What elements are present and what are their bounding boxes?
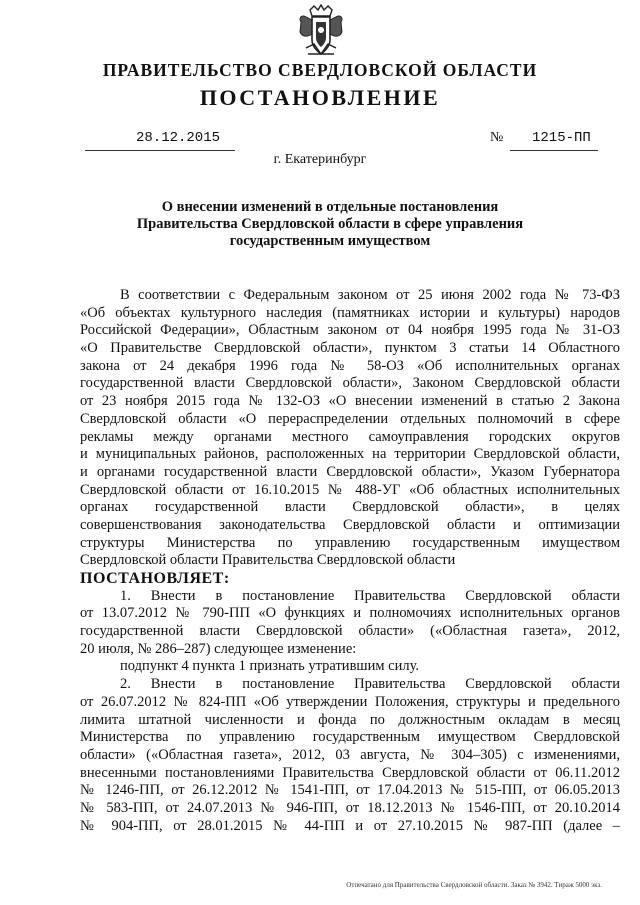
- number-sign: №: [490, 130, 504, 145]
- body-line: органах государственной власти Свердловской области», в целях: [80, 499, 620, 516]
- item-2: [80, 676, 620, 835]
- document-date: 28.12.2015: [136, 130, 221, 146]
- city: г. Екатеринбург: [273, 152, 367, 167]
- body-line: № 1246-ПП, от 26.12.2012 № 1541-ПП, от 17.04.2013 № 515-ПП, от 06.05.2013: [80, 782, 620, 799]
- body-line: от 23 ноября 2015 года № 132-ОЗ «О внесении изменений в статью 2 Закона: [80, 393, 620, 410]
- body-line: Министерства по управлению государственным имуществом Свердловской: [80, 729, 620, 746]
- date-underline: [85, 150, 235, 151]
- body-line: рекламы между органами местного самоуправления городских округов: [80, 428, 620, 445]
- body-line: совершенствования законодательства Свердловской области и оптимизации: [80, 516, 620, 533]
- body-line: от 26.07.2012 № 824-ПП «Об утверждении Положения, структуры и предельного: [80, 693, 620, 710]
- body-line: государственной власти Свердловской области» («Областная газета», 2012,: [80, 623, 620, 640]
- body-line: Российской Федерации», Областным законом от 04 ноября 1995 года № 31-ОЗ: [80, 322, 620, 339]
- body-line: Свердловской области от 16.10.2015 № 488-УГ «Об областных исполнительных: [80, 481, 620, 498]
- document-heading: [80, 199, 580, 250]
- document-type: ПОСТАНОВЛЕНИЕ: [199, 85, 441, 110]
- body-line: Свердловской области «О перераспределении отдельных полномочий в сфере: [80, 410, 620, 427]
- sub-item: подпункт 4 пункта 1 признать утратившим силу.: [120, 658, 419, 675]
- body-line: «О Правительстве Свердловской области», пунктом 3 статьи 14 Областного: [80, 340, 620, 357]
- document-body: [80, 287, 620, 835]
- body-line: и муниципальных районов, расположенных на территории Свердловской области,: [80, 446, 620, 463]
- body-line: от 13.07.2012 № 790-ПП «О функциях и полномочиях исполнительных органов: [80, 605, 620, 622]
- heading-line: государственным имуществом: [229, 233, 431, 249]
- print-footer: Отпечатано для Правительства Свердловской области. Заказ № 3942. Тираж 5000 экз.: [346, 881, 602, 889]
- number-underline: [510, 150, 598, 151]
- body-line: государственной власти Свердловской области», Законом Свердловской области: [80, 375, 620, 392]
- body-line: лимита штатной численности и фонда по должностным окладам в месяц: [80, 711, 620, 728]
- body-line: 20 июля, № 286–287) следующее изменение:: [80, 640, 357, 657]
- coat-of-arms-icon: [296, 4, 346, 60]
- body-line: Свердловской области Правительства Свердловской области: [80, 552, 456, 569]
- government-title: ПРАВИТЕЛЬСТВО СВЕРДЛОВСКОЙ ОБЛАСТИ: [102, 60, 538, 80]
- body-line: 1. Внести в постановление Правительства Свердловской области: [120, 587, 620, 604]
- body-line: и органами государственной власти Свердловской области», Указом Губернатора: [80, 463, 620, 480]
- body-line: 2. Внести в постановление Правительства Свердловской области: [120, 676, 620, 693]
- body-line: области» («Областная газета», 2012, 03 августа, № 304–305) с изменениями,: [80, 746, 620, 763]
- body-line: «Об объектах культурного наследия (памятниках истории и культуры) народов: [80, 304, 620, 321]
- item-1: [80, 588, 620, 676]
- body-line: закона от 24 декабря 1996 года № 58-ОЗ «Об исполнительных органах: [80, 357, 620, 374]
- document-number: 1215-ПП: [532, 130, 591, 146]
- preamble: [80, 287, 620, 570]
- body-line: В соответствии с Федеральным законом от 25 июня 2002 года № 73-ФЗ: [120, 287, 620, 303]
- body-line: № 583-ПП, от 24.07.2013 № 946-ПП, от 18.12.2013 № 1546-ПП, от 20.10.2014: [80, 799, 620, 816]
- body-line: № 904-ПП, от 28.01.2015 № 44-ПП и от 27.10.2015 № 987-ПП (далее –: [80, 817, 620, 834]
- heading-line: О внесении изменений в отдельные постановления: [161, 199, 499, 215]
- body-line: структуры Министерства по управлению государственным имуществом: [80, 534, 620, 551]
- body-line: внесенными постановлениями Правительства Свердловской области от 06.11.2012: [80, 764, 620, 781]
- heading-line: Правительства Свердловской области в сфере управления: [136, 216, 524, 232]
- decree-word: ПОСТАНОВЛЯЕТ:: [80, 570, 230, 587]
